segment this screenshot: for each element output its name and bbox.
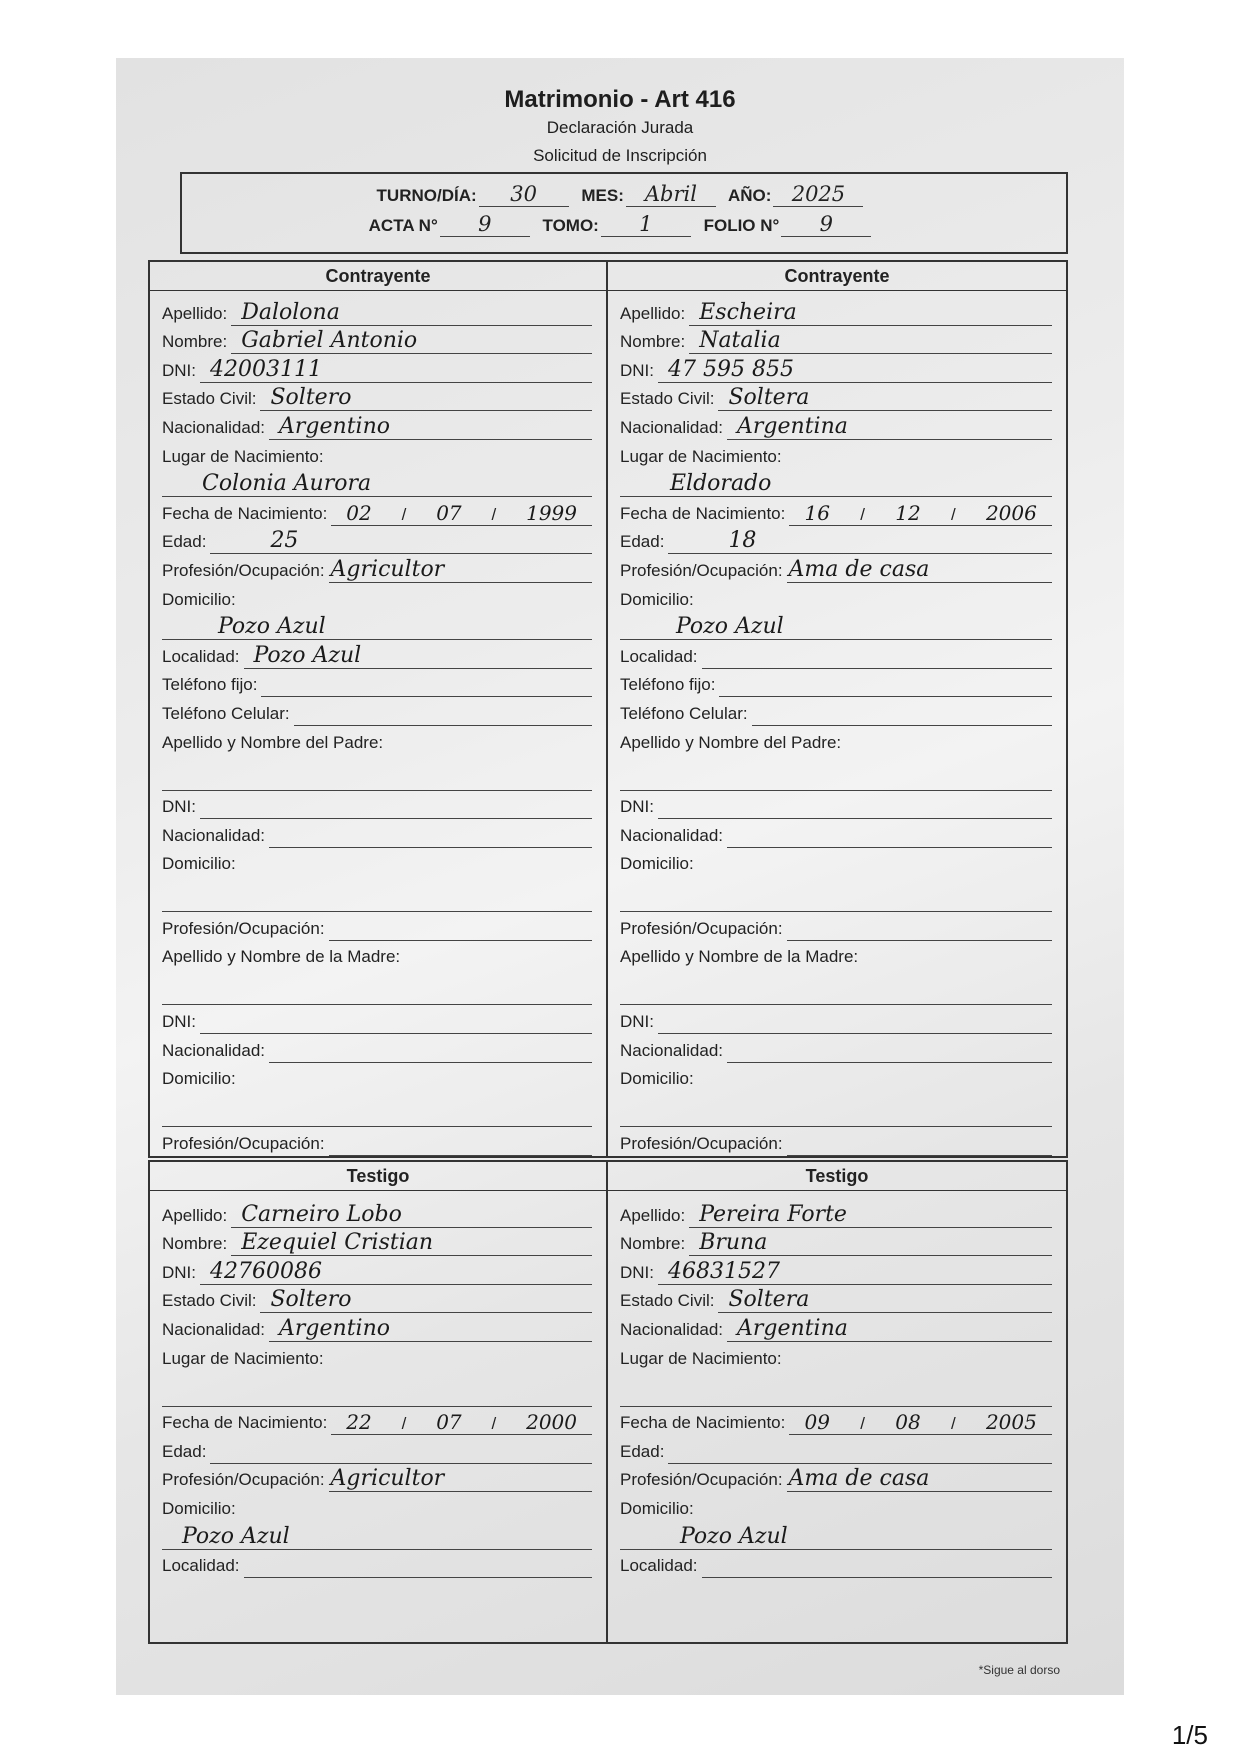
field-label: Estado Civil: [162,389,257,409]
c2-padre-row [620,726,1052,755]
t1-dni-row [162,1256,592,1285]
c1-telfijo-row [162,669,592,698]
c1-fecha-dia: 02 [346,500,372,525]
t2-nombre-value: Bruna [699,1230,768,1256]
field-label: Fecha de Nacimiento: [620,503,786,523]
c2-madre-line [620,969,1052,1005]
field-label: Localidad: [162,646,240,666]
c1-domicilio-row [162,583,592,612]
field-label: Localidad: [620,646,698,666]
form-subtitle-solicitud: Solicitud de Inscripción [533,146,707,165]
c1-dni-row [162,354,592,383]
t2-nacionalidad-row [620,1313,1052,1342]
c1-fecha-anio: 1999 [526,500,578,525]
t1-fecha-dia: 22 [346,1410,372,1435]
field-label: Domicilio: [620,589,694,609]
t2-nombre-row [620,1228,1052,1257]
field-label: Domicilio: [162,589,236,609]
field-label: Nacionalidad: [620,1040,724,1060]
testigo-1-column [150,1162,608,1642]
c2-fecha-row: Fecha de Nacimiento: 16 / 12 / 2006 [620,497,1052,526]
field-label: Profesión/Ocupación: [620,1470,783,1490]
page-number: 1/5 [1171,1720,1208,1750]
t1-fecha-anio: 2000 [526,1410,578,1435]
c2-padre-dom-line [620,876,1052,912]
c1-padre-prof-row [162,912,592,941]
t2-lugar-row [620,1342,1052,1371]
t2-fecha-dia: 09 [804,1410,830,1435]
field-label: Estado Civil: [162,1291,257,1311]
c1-localidad-row [162,640,592,669]
c2-apellido-value: Escheira [699,299,797,325]
c2-domicilio-row [620,583,1052,612]
field-label: DNI: [620,797,654,817]
acta-value: 9 [440,212,530,237]
c2-localidad-row [620,640,1052,669]
contrayente-1-heading: Contrayente [150,262,606,291]
t1-domicilio-line [162,1521,592,1550]
t1-nombre-row [162,1228,592,1257]
t2-estado-row [620,1285,1052,1314]
c2-fecha-anio: 2006 [985,500,1037,525]
field-label: Estado Civil: [620,389,715,409]
t1-apellido-value: Carneiro Lobo [241,1201,402,1227]
field-label: Localidad: [162,1556,240,1576]
field-label: Apellido y Nombre de la Madre: [162,947,401,967]
c2-dni-value: 47 595 855 [668,356,794,382]
field-label: Estado Civil: [620,1291,715,1311]
field-label: Domicilio: [620,1498,694,1518]
registry-row-1 [182,182,1066,207]
field-label: Localidad: [620,1556,698,1576]
c2-profesion-value: Ama de casa [788,556,930,582]
t2-profesion-value: Ama de casa [788,1466,930,1492]
field-label: Fecha de Nacimiento: [162,1413,328,1433]
t2-domicilio-row [620,1492,1052,1521]
c1-domicilio-line [162,612,592,641]
field-label: Teléfono Celular: [162,703,290,723]
field-label: Lugar de Nacimiento: [620,1348,782,1368]
mes-label: MES: [581,186,624,205]
t1-nombre-value: Ezequiel Cristian [241,1230,434,1256]
c1-profesion-value: Agricultor [330,556,445,582]
c2-nombre-value: Natalia [699,328,781,354]
field-label: Apellido: [620,1205,686,1225]
c1-madre-prof-row [162,1127,592,1156]
c1-localidad-value: Pozo Azul [253,642,362,668]
t1-estado-row [162,1285,592,1314]
tomo-label: TOMO: [542,216,599,235]
c2-madre-prof-row [620,1127,1052,1156]
c2-padre-prof-row [620,912,1052,941]
c2-estado-value: Soltera [728,385,810,411]
turno-value: 30 [479,182,569,207]
c1-madre-dom-row [162,1063,592,1092]
c2-telfijo-row [620,669,1052,698]
field-label: Edad: [162,532,207,552]
turno-label: TURNO/DÍA: [376,186,477,205]
testigo-2-column [608,1162,1066,1642]
mes-value: Abril [626,182,716,207]
form-subtitle-declaracion: Declaración Jurada [546,118,694,137]
c1-lugar-value: Colonia Aurora [202,471,372,497]
t1-edad-row [162,1435,592,1464]
c1-apellido-value: Dalolona [241,299,340,325]
field-label: Fecha de Nacimiento: [162,503,328,523]
c1-fecha-row: Fecha de Nacimiento: 02 / 07 / 1999 [162,497,592,526]
c1-edad-value: 25 [270,528,299,554]
folio-label: FOLIO N° [703,216,780,235]
field-label: DNI: [620,1262,654,1282]
field-label: DNI: [620,1012,654,1032]
field-label: Profesión/Ocupación: [162,918,325,938]
field-label: Profesión/Ocupación: [162,1470,325,1490]
field-label: Nacionalidad: [620,417,724,437]
t1-profesion-value: Agricultor [330,1466,445,1492]
c2-edad-row [620,526,1052,555]
c1-madre-row [162,941,592,970]
field-label: Nacionalidad: [162,1319,266,1339]
field-label: Apellido y Nombre del Padre: [162,732,384,752]
c2-apellido-row [620,297,1052,326]
t2-fecha-mes: 08 [895,1410,921,1435]
c1-madre-nac-row [162,1034,592,1063]
c2-profesion-row [620,554,1052,583]
t1-fecha-row: Fecha de Nacimiento: 22 / 07 / 2000 [162,1407,592,1436]
c2-padre-line [620,755,1052,791]
field-label: DNI: [620,360,654,380]
c1-padre-nac-row [162,819,592,848]
testigo-2-heading: Testigo [608,1162,1066,1191]
c2-nacionalidad-row [620,411,1052,440]
c2-fecha-mes: 12 [895,500,921,525]
t1-nacionalidad-value: Argentino [279,1315,390,1341]
c2-dni-row [620,354,1052,383]
scanned-form [116,58,1124,1695]
field-label: Lugar de Nacimiento: [162,1348,324,1368]
c1-estado-row [162,383,592,412]
t2-domicilio-value: Pozo Azul [680,1523,788,1549]
c1-domicilio-value: Pozo Azul [218,614,326,640]
c2-domicilio-value: Pozo Azul [676,614,784,640]
c2-madre-nac-row [620,1034,1052,1063]
c1-profesion-row [162,554,592,583]
c2-estado-row [620,383,1052,412]
anio-value: 2025 [773,182,863,207]
c1-padre-dom-row [162,848,592,877]
t2-estado-value: Soltera [728,1287,810,1313]
c2-fecha-dia: 16 [804,500,830,525]
c2-padre-dom-row [620,848,1052,877]
t1-estado-value: Soltero [270,1287,352,1313]
c1-madre-dni-row [162,1005,592,1034]
acta-label: ACTA N° [368,216,438,235]
t1-domicilio-value: Pozo Azul [182,1523,290,1549]
c1-dni-value: 42003111 [210,356,322,382]
t1-apellido-row [162,1199,592,1228]
c1-madre-dom-line [162,1091,592,1127]
c1-nombre-value: Gabriel Antonio [241,328,418,354]
c2-telcel-row [620,697,1052,726]
t2-edad-row [620,1435,1052,1464]
field-label: Apellido y Nombre de la Madre: [620,947,859,967]
t2-domicilio-line [620,1521,1052,1550]
c2-domicilio-line [620,612,1052,641]
t2-profesion-row [620,1464,1052,1493]
t2-dni-value: 46831527 [668,1258,780,1284]
field-label: Nacionalidad: [162,417,266,437]
c1-padre-dni-row [162,791,592,820]
c1-padre-row [162,726,592,755]
c2-madre-dni-row [620,1005,1052,1034]
c1-fecha-mes: 07 [436,500,462,525]
t2-apellido-row [620,1199,1052,1228]
field-label: Nacionalidad: [162,1040,266,1060]
c2-edad-value: 18 [728,528,757,554]
t2-nacionalidad-value: Argentina [737,1315,848,1341]
field-label: DNI: [162,797,196,817]
field-label: Domicilio: [162,1069,236,1089]
t1-fecha-mes: 07 [436,1410,462,1435]
tomo-value: 1 [601,212,691,237]
field-label: Teléfono fijo: [162,675,258,695]
contrayente-1-column [150,262,608,1156]
registry-row-2 [182,212,1066,237]
folio-value: 9 [781,212,871,237]
c1-nacionalidad-row [162,411,592,440]
field-label: Profesión/Ocupación: [162,560,325,580]
field-label: Nacionalidad: [620,825,724,845]
c1-nacionalidad-value: Argentino [279,413,390,439]
field-label: Domicilio: [620,1069,694,1089]
c2-lugar-value: Eldorado [670,471,772,497]
c2-madre-row [620,941,1052,970]
t1-profesion-row [162,1464,592,1493]
field-label: Teléfono fijo: [620,675,716,695]
c2-lugar-line [620,469,1052,498]
c2-nombre-row [620,326,1052,355]
field-label: Nacionalidad: [162,825,266,845]
t1-nacionalidad-row [162,1313,592,1342]
c1-telcel-row [162,697,592,726]
c1-madre-line [162,969,592,1005]
contrayente-2-column [608,262,1066,1156]
field-label: Profesión/Ocupación: [620,1133,783,1153]
contrayente-2-heading: Contrayente [608,262,1066,291]
field-label: DNI: [162,1012,196,1032]
field-label: Edad: [620,532,665,552]
t2-apellido-value: Pereira Forte [699,1201,847,1227]
registry-header-box [180,172,1068,254]
field-label: Apellido: [162,303,228,323]
field-label: Teléfono Celular: [620,703,748,723]
c2-nacionalidad-value: Argentina [737,413,848,439]
field-label: Edad: [162,1441,207,1461]
field-label: Nombre: [162,1234,228,1254]
t1-lugar-line [162,1371,592,1407]
field-label: Nombre: [162,332,228,352]
c1-apellido-row [162,297,592,326]
c1-lugar-line [162,469,592,498]
t2-fecha-anio: 2005 [985,1410,1037,1435]
t1-domicilio-row [162,1492,592,1521]
c1-edad-row [162,526,592,555]
field-label: Edad: [620,1441,665,1461]
field-label: Nombre: [620,1234,686,1254]
field-label: Profesión/Ocupación: [620,918,783,938]
field-label: Lugar de Nacimiento: [162,446,324,466]
field-label: Profesión/Ocupación: [162,1133,325,1153]
c2-padre-nac-row [620,819,1052,848]
t2-fecha-row: Fecha de Nacimiento: 09 / 08 / 2005 [620,1407,1052,1436]
t2-dni-row [620,1256,1052,1285]
c1-padre-line [162,755,592,791]
t2-localidad-row [620,1550,1052,1579]
testigo-1-heading: Testigo [150,1162,606,1191]
t2-lugar-line [620,1371,1052,1407]
field-label: Domicilio: [620,854,694,874]
field-label: Apellido: [162,1205,228,1225]
field-label: Domicilio: [162,1498,236,1518]
t1-dni-value: 42760086 [210,1258,322,1284]
c1-lugar-row [162,440,592,469]
field-label: Nombre: [620,332,686,352]
footer-note: *Sigue al dorso [978,1663,1060,1677]
t1-localidad-row [162,1550,592,1579]
field-label: Domicilio: [162,854,236,874]
c1-nombre-row [162,326,592,355]
c1-estado-value: Soltero [270,385,352,411]
field-label: Apellido y Nombre del Padre: [620,732,842,752]
c1-padre-dom-line [162,876,592,912]
c2-madre-dom-row [620,1063,1052,1092]
c2-madre-dom-line [620,1091,1052,1127]
t1-lugar-row [162,1342,592,1371]
form-title: Matrimonio - Art 416 [504,86,736,113]
testigos-section [148,1160,1068,1644]
contrayentes-section [148,260,1068,1158]
field-label: Nacionalidad: [620,1319,724,1339]
field-label: Lugar de Nacimiento: [620,446,782,466]
field-label: DNI: [162,360,196,380]
anio-label: AÑO: [727,186,772,205]
c2-padre-dni-row [620,791,1052,820]
field-label: Apellido: [620,303,686,323]
field-label: Profesión/Ocupación: [620,560,783,580]
field-label: DNI: [162,1262,196,1282]
field-label: Fecha de Nacimiento: [620,1413,786,1433]
c2-lugar-row [620,440,1052,469]
